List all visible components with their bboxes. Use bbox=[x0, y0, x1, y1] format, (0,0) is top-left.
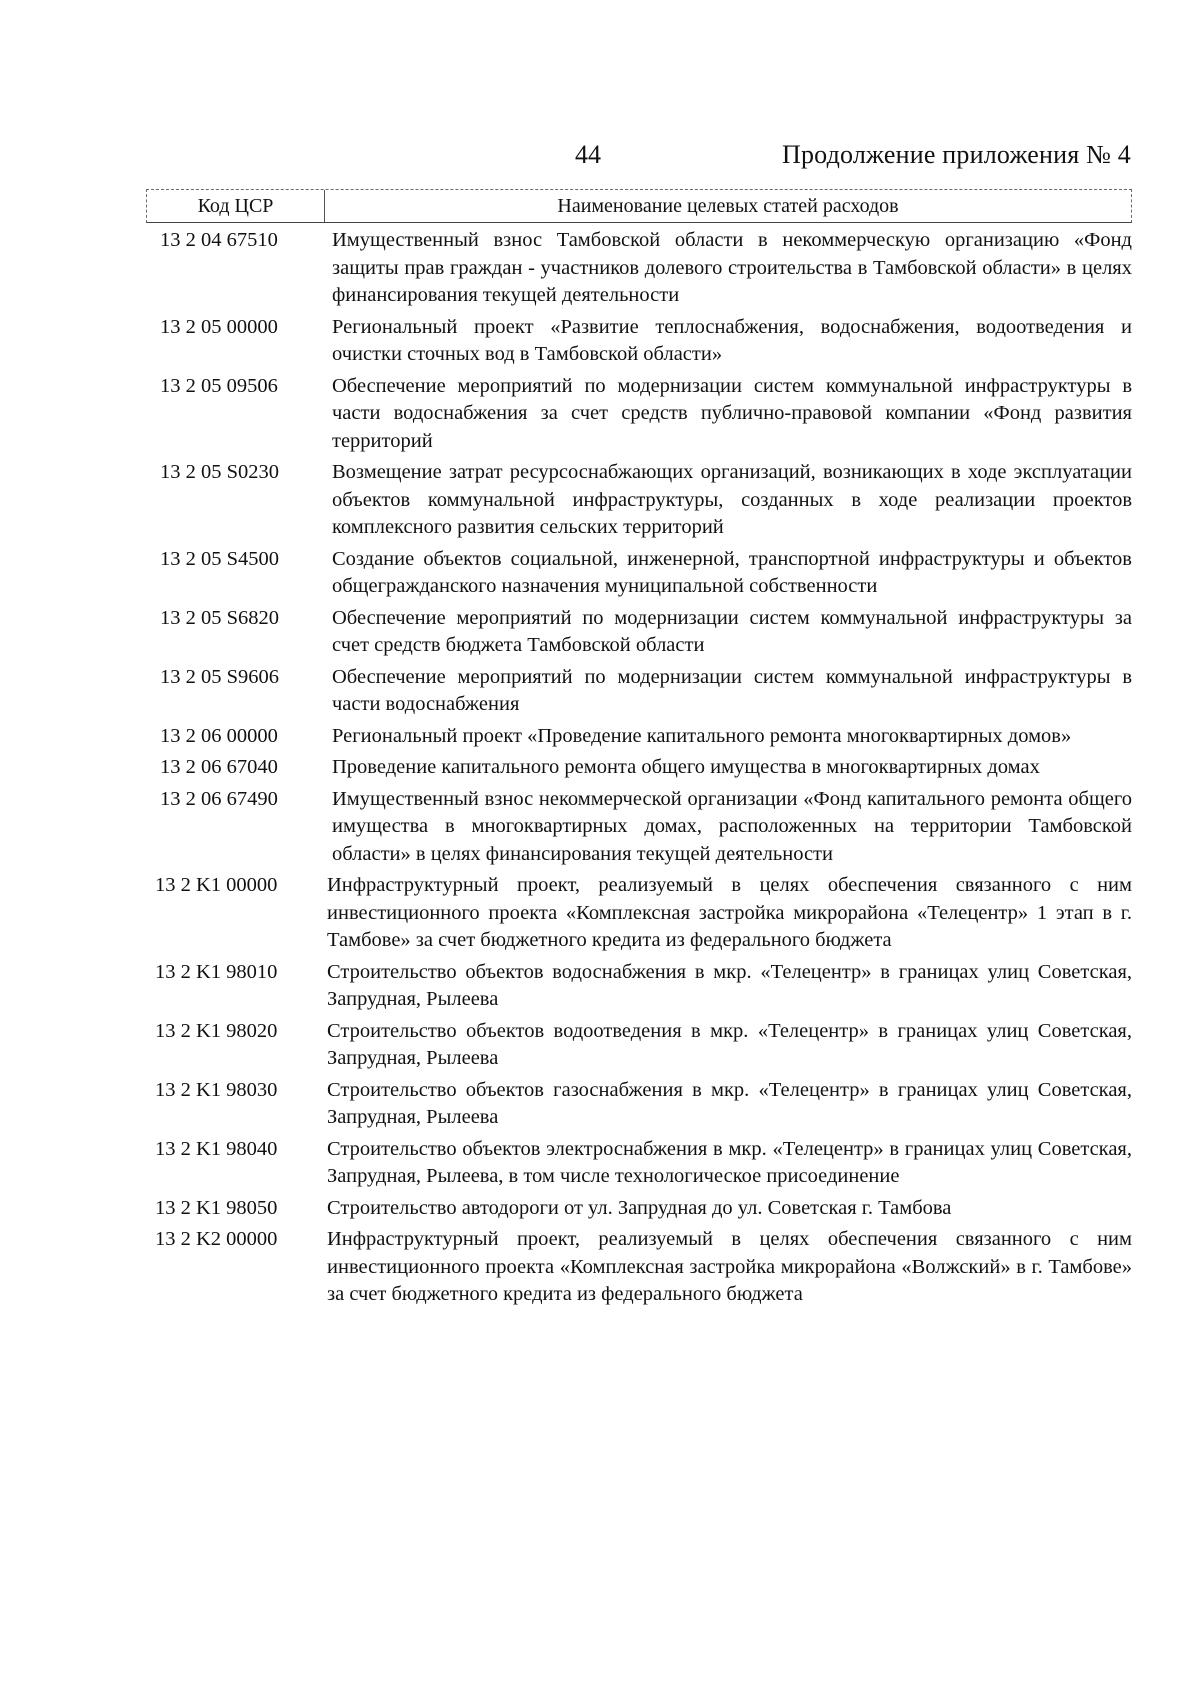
table-row bbox=[146, 314, 1132, 369]
table-row bbox=[146, 786, 1132, 869]
row-code: 13 2 K1 98010 bbox=[155, 960, 278, 983]
row-name: Строительство объектов водоотведения в мкр. «Телецентр» в границах улиц Советская, Запрудная, Рылеева bbox=[327, 1019, 1132, 1069]
table-row bbox=[146, 754, 1132, 782]
table-row bbox=[146, 373, 1132, 456]
row-code: 13 2 05 S9606 bbox=[160, 665, 280, 688]
table-row bbox=[146, 1018, 1132, 1073]
table-row bbox=[146, 605, 1132, 660]
row-name: Обеспечение мероприятий по модернизации систем коммунальной инфраструктуры за счет средств бюджета Тамбовской области bbox=[332, 606, 1132, 656]
row-name: Строительство объектов водоснабжения в мкр. «Телецентр» в границах улиц Советская, Запрудная, Рылеева bbox=[327, 960, 1132, 1010]
table-row bbox=[146, 1136, 1132, 1191]
row-code: 13 2 05 09506 bbox=[160, 374, 278, 397]
row-name: Проведение капитального ремонта общего имущества в многоквартирных домах bbox=[332, 756, 1040, 778]
row-name: Возмещение затрат ресурсоснабжающих организаций, возникающих в ходе эксплуатации объектов коммунальной инфраструктуры, созданных в ходе реализации проектов комплексного развития сельских территорий bbox=[332, 461, 1132, 538]
row-name: Строительство объектов электроснабжения в мкр. «Телецентр» в границах улиц Советская, Запрудная, Рылеева, в том числе технологическое присоединение bbox=[327, 1137, 1132, 1187]
row-code: 13 2 K1 00000 bbox=[155, 874, 278, 896]
table-header bbox=[146, 189, 1132, 223]
continuation-title: Продолжение приложения № 4 bbox=[781, 140, 1131, 169]
row-name: Строительство автодороги от ул. Запрудная до ул. Советская г. Тамбова bbox=[327, 1196, 952, 1219]
row-name: Инфраструктурный проект, реализуемый в целях обеспечения связанного с ним инвестиционного проекта «Комплексная застройка микрорайона «Волжский» в г. Тамбове» за счет бюджетного кредита из федерального бюджета bbox=[327, 1228, 1132, 1305]
table-row bbox=[146, 959, 1132, 1014]
row-name: Строительство объектов газоснабжения в мкр. «Телецентр» в границах улиц Советская, Запрудная, Рылеева bbox=[327, 1078, 1132, 1128]
table-row bbox=[146, 1195, 1132, 1223]
row-code: 13 2 K1 98050 bbox=[155, 1196, 278, 1219]
row-code: 13 2 04 67510 bbox=[160, 229, 278, 251]
row-name: Создание объектов социальной, инженерной, транспортной инфраструктуры и объектов общегражданского назначения муниципальной собственности bbox=[332, 547, 1132, 597]
row-code: 13 2 06 67490 bbox=[160, 787, 278, 810]
row-code: 13 2 K2 00000 bbox=[155, 1228, 278, 1250]
row-code: 13 2 K1 98020 bbox=[155, 1019, 278, 1042]
row-name: Обеспечение мероприятий по модернизации систем коммунальной инфраструктуры в части водоснабжения за счет средств публично-правовой компании «Фонд развития территорий bbox=[332, 374, 1132, 452]
row-name: Региональный проект «Развитие теплоснабжения, водоснабжения, водоотведения и очистки сточных вод в Тамбовской области» bbox=[332, 315, 1132, 365]
table-row bbox=[146, 872, 1132, 955]
table-row bbox=[146, 664, 1132, 719]
page-number: 44 bbox=[575, 140, 601, 169]
row-name: Имущественный взнос Тамбовской области в некоммерческую организацию «Фонд защиты прав граждан - участников долевого строительства в Тамбовской области» в целях финансирования текущей деятельности bbox=[332, 229, 1132, 306]
row-code: 13 2 K1 98040 bbox=[155, 1137, 278, 1160]
row-name: Обеспечение мероприятий по модернизации систем коммунальной инфраструктуры в части водоснабжения bbox=[332, 665, 1132, 715]
row-code: 13 2 05 S0230 bbox=[160, 461, 280, 483]
row-code: 13 2 05 00000 bbox=[160, 315, 278, 338]
table-row bbox=[146, 459, 1132, 542]
table-row bbox=[146, 546, 1132, 601]
table-row bbox=[146, 723, 1132, 751]
row-name: Региональный проект «Проведение капитального ремонта многоквартирных домов» bbox=[332, 724, 1072, 747]
row-name: Имущественный взнос некоммерческой организации «Фонд капитального ремонта общего имущества в многоквартирных домах, расположенных на территории Тамбовской области» в целях финансирования текущей деятельности bbox=[332, 787, 1132, 865]
table-row bbox=[146, 1077, 1132, 1132]
row-code: 13 2 06 67040 bbox=[160, 756, 278, 778]
row-code: 13 2 05 S4500 bbox=[160, 547, 280, 570]
row-code: 13 2 05 S6820 bbox=[160, 606, 280, 629]
row-name: Инфраструктурный проект, реализуемый в целях обеспечения связанного с ним инвестиционного проекта «Комплексная застройка микрорайона «Телецентр» 1 этап в г. Тамбове» за счет бюджетного кредита из федерального бюджета bbox=[327, 874, 1132, 951]
expense-codes-table bbox=[146, 189, 1132, 1309]
row-code: 13 2 K1 98030 bbox=[155, 1078, 278, 1101]
row-code: 13 2 06 00000 bbox=[160, 724, 278, 747]
table-row bbox=[146, 227, 1132, 310]
table-row bbox=[146, 1226, 1132, 1309]
column-header-name: Наименование целевых статей расходов bbox=[557, 195, 899, 217]
column-header-code: Код ЦСР bbox=[147, 190, 325, 222]
